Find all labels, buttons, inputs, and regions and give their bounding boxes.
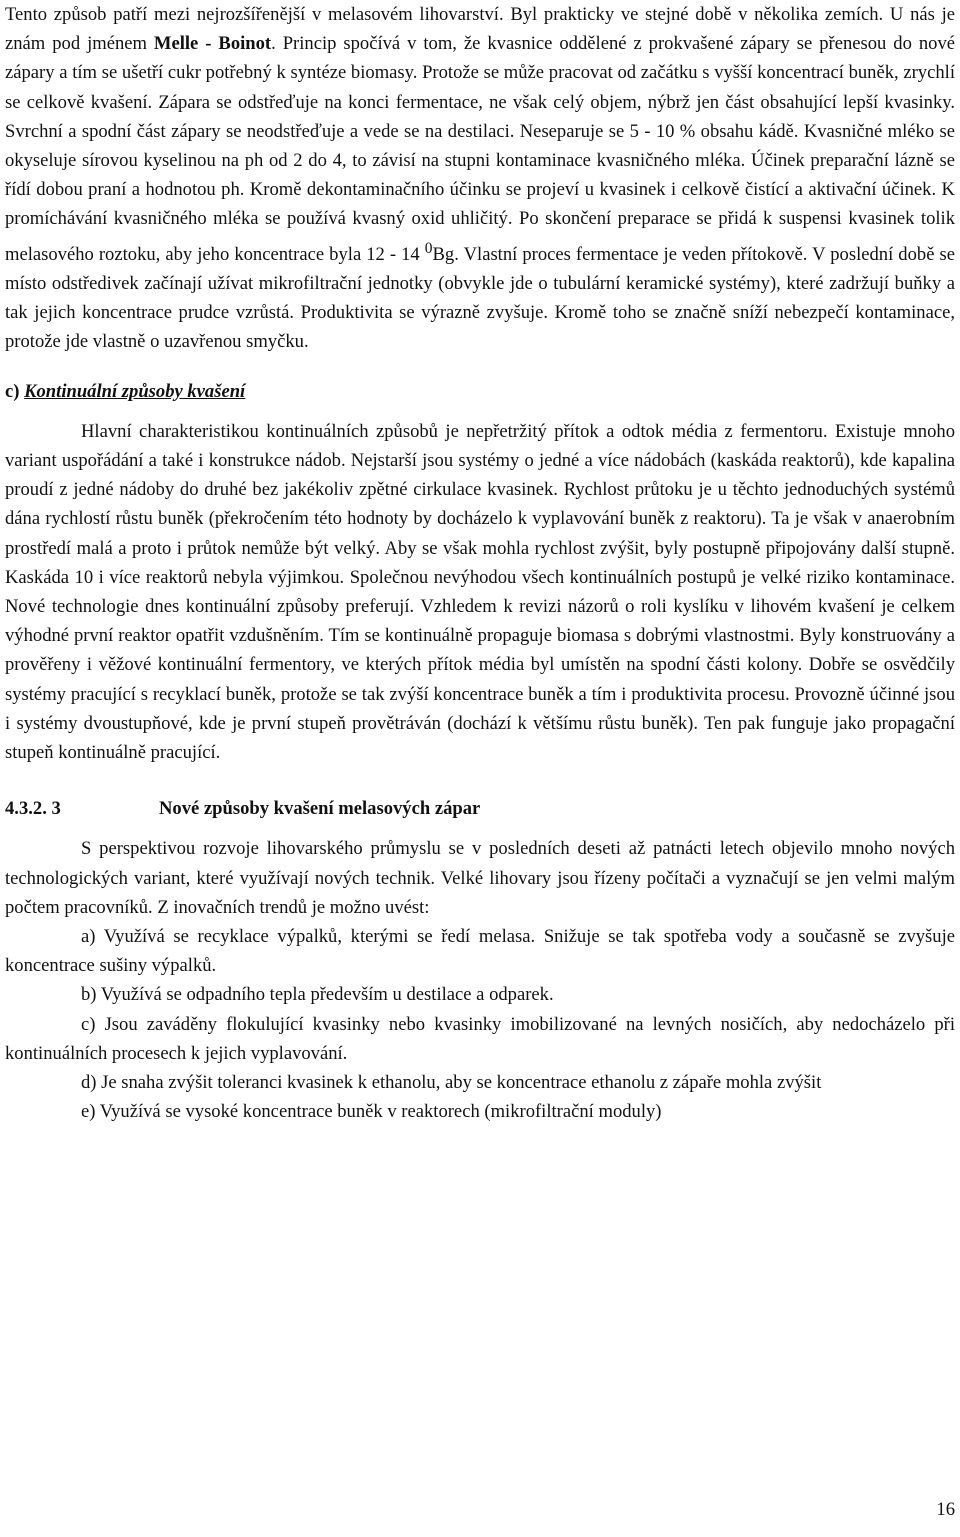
section-intro-paragraph: S perspektivou rozvoje lihovarského průmyslu se v posledních deseti až patnácti letech objevilo mnoho nových technologických variant, které využívají nových technik. Velké lihovary jsou řízeny počítači a vyznačují se jen velmi malým počtem pracovníků. Z inovačních trendů je možno uvést: xyxy=(5,838,955,918)
process-name: Melle - Boinot xyxy=(153,33,272,55)
list-item: c) Jsou zaváděny flokulující kvasinky nebo kvasinky imobilizované na levných nosičích, aby nedocházelo při kontinuálních procesech k jejich vyplavování. xyxy=(5,1013,955,1064)
intro-text-3: Bg. Vlastní proces fermentace je veden přítokově. V poslední době se místo odstředivek začínají užívat mikrofiltrační jednotky (obvykle jde o tubulární keramické systémy), které zadržují buňky a tak jejich koncentrace prudce vzrůstá. Produktivita se výrazně zvyšuje. Kromě toho se značně sníží nebezpečí kontaminace, protože jde vlastně o uzavřenou smyčku. xyxy=(5,243,955,353)
section-heading-4322 xyxy=(5,794,955,823)
list-item: b) Využívá se odpadního tepla především u destilace a odparek. xyxy=(81,984,554,1006)
section-title: Nové způsoby kvašení melasových zápar xyxy=(159,798,481,820)
section-number: 4.3.2. 3 xyxy=(5,798,61,820)
section-c-paragraph: Hlavní charakteristikou kontinuálních způsobů je nepřetržitý přítok a odtok média z fermentoru. Existuje mnoho variant uspořádání a také i konstrukce nádob. Nejstarší jsou systémy o jedné a více nádobách (kaskáda reaktorů), kde kapalina proudí z jedné nádoby do druhé bez jakékoliv zpětné cirkulace kvasinek. Rychlost průtoku je u těchto jednoduchých systémů dána rychlostí růstu buněk (překročením této hodnoty by docházelo k vyplavování buněk z reaktoru). Ta je však v anaerobním prostředí malá a proto i průtok nemůže být velký. Aby se však mohla rychlost zvýšit, byly postupně připojovány další stupně. Kaskáda 10 i více reaktorů nebyla výjimkou. Společnou nevýhodou všech kontinuálních postupů je velké riziko kontaminace. Nové technologie dnes kontinuální způsoby preferují. Vzhledem k revizi názorů o roli kyslíku v lihovém kvašení je celkem výhodné první reaktor opatřit vzdušněním. Tím se kontinuálně propaguje biomasa s dobrými vlastnostmi. Byly konstruovány a prověřeny i věžové kontinuální fermentory, ve kterých přítok média byl umístěn na spodní části kolony. Dobře se osvědčily systémy pracující s recyklací buněk, protože se tak zvýší koncentrace buněk a tím i produktivita procesu. Provozně účinné jsou i systémy dvoustupňové, kde je první stupeň provětráván (dochází k většímu růstu buněk). Ten pak funguje jako propagační stupeň kontinuálně pracující. xyxy=(5,420,955,764)
section-c-heading xyxy=(5,377,955,406)
intro-text-1: Tento způsob patří mezi nejrozšířenější v melasovém lihovarství. Byl prakticky ve stejné době v několika zemích. U nás je znám pod jménem xyxy=(5,4,955,55)
list-item: e) Využívá se vysoké koncentrace buněk v reaktorech (mikrofiltrační moduly) xyxy=(81,1101,662,1123)
intro-text-2: . Princip spočívá v tom, že kvasnice oddělené z prokvašené zápary se přenesou do nové zápary a tím se ušetří cukr potřebný k syntéze biomasy. Protože se může pracovat od začátku s vyšší koncentrací buněk, zrychlí se celkově kvašení. Zápara se odstřeďuje na konci fermentace, ne však celý objem, nýbrž jen část obsahující lepší kvasinky. Svrchní a spodní část zápary se neodstřeďuje a vede se na destilaci. Neseparuje se 5 - 10 % obsahu kádě. Kvasničné mléko se okyseluje sírovou kyselinou na ph od 2 do 4, to závisí na stupni kontaminace kvasničného mléka. Účinek preparační lázně se řídí dobou praní a hodnotou ph. Kromě dekontaminačního účinku se projeví u kvasinek i celkově čistící a aktivační účinek. K promíchávání kvasničného mléka se používá kvasný oxid uhličitý. Po skončení preparace se přidá k suspensi kvasinek tolik melasového roztoku, aby jeho koncentrace byla 12 - 14 xyxy=(5,33,955,265)
section-c-label: c) xyxy=(5,380,20,402)
section-c-title: Kontinuální způsoby kvašení xyxy=(24,380,246,402)
page-number: 16 xyxy=(936,1499,955,1520)
list-item: d) Je snaha zvýšit toleranci kvasinek k ethanolu, aby se koncentrace ethanolu z zápaře mohla zvýšit xyxy=(81,1072,822,1094)
degree-superscript: 0 xyxy=(424,239,433,257)
list-item: a) Využívá se recyklace výpalků, kterými se ředí melasa. Snižuje se tak spotřeba vody a současně se zvyšuje koncentrace sušiny výpalků. xyxy=(5,926,955,977)
intro-paragraph xyxy=(5,0,955,357)
document-page xyxy=(5,0,955,1537)
